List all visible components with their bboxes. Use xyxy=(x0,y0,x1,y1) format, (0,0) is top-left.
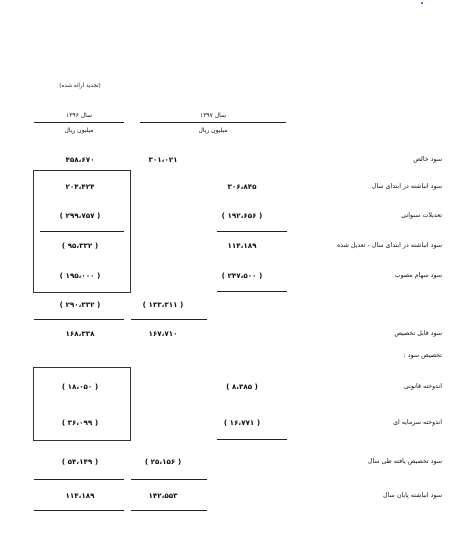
rule-adjustments-1396 xyxy=(40,231,124,232)
header-rule-1397 xyxy=(140,122,286,123)
value-legal-reserve-1397: ( ۸،۳۸۵ ) xyxy=(226,382,258,391)
value-subtotal-1397: ( ۱۳۳،۳۱۱ ) xyxy=(142,300,184,309)
value-subtotal-1396: ( ۲۹۰،۳۳۲ ) xyxy=(59,300,101,309)
value-allocated-profit-1396: ( ۵۴،۱۴۹ ) xyxy=(61,457,99,466)
value-net-profit-1396: ۴۵۸،۶۷۰ xyxy=(65,155,95,164)
header-unit-1396: میلیون ریال xyxy=(64,127,94,134)
label-legal-reserve: اندوخته قانونی xyxy=(404,383,442,390)
value-approved-dividends-1397: ( ۲۴۷،۵۰۰ ) xyxy=(221,271,263,280)
value-capital-reserve-1396: ( ۳۶،۰۹۹ ) xyxy=(61,418,99,427)
header-year-1397: سال ۱۳۹۷ xyxy=(199,112,226,119)
value-legal-reserve-1396: ( ۱۸،۰۵۰ ) xyxy=(61,382,99,391)
rule-dividends-1397 xyxy=(217,291,287,292)
value-approved-dividends-1396: ( ۱۹۵،۰۰۰ ) xyxy=(59,271,101,280)
value-net-profit-1397: ۳۰۱،۰۲۱ xyxy=(148,155,178,164)
label-approved-dividends: سود سهام مصوب xyxy=(394,272,442,279)
rule-subtotal-1397 xyxy=(131,319,207,320)
rule-end-1396 xyxy=(34,510,124,511)
value-retained-end-1396: ۱۱۴،۱۸۹ xyxy=(65,491,95,500)
label-allocation-heading: تخصیص سود : xyxy=(403,352,442,359)
restated-note: (تجدید ارائه شده) xyxy=(59,83,101,89)
value-distributable-profit-1396: ۱۶۸،۳۳۸ xyxy=(65,329,95,338)
value-retained-begin-adjusted-1397: ۱۱۴،۱۸۹ xyxy=(227,241,257,250)
header-unit-1397: میلیون ریال xyxy=(198,127,228,134)
label-distributable-profit: سود قابل تخصیص xyxy=(394,330,442,337)
label-net-profit: سود خالص xyxy=(413,156,442,163)
corner-dot xyxy=(421,2,423,4)
rule-adjustments-1397 xyxy=(217,231,287,232)
label-allocated-profit: سود تخصیص یافته طی سال xyxy=(367,458,442,465)
rule-capital-reserve-1397 xyxy=(217,439,287,440)
value-retained-begin-1396: ۲۰۴،۴۲۴ xyxy=(65,182,95,191)
label-retained-begin-adjusted: سود انباشته در ابتدای سال - تعدیل شده xyxy=(337,242,442,249)
value-annual-adjustments-1396: ( ۲۹۹،۷۵۷ ) xyxy=(59,211,101,220)
value-retained-begin-adjusted-1396: ( ۹۵،۳۳۲ ) xyxy=(61,241,99,250)
value-capital-reserve-1397: ( ۱۶،۷۷۱ ) xyxy=(223,418,261,427)
label-retained-begin: سود انباشته در ابتدای سال xyxy=(371,183,442,190)
value-distributable-profit-1397: ۱۶۷،۷۱۰ xyxy=(148,329,178,338)
box-1396-reserves-block xyxy=(33,367,131,441)
rule-allocated-1397 xyxy=(131,479,207,480)
value-retained-end-1397: ۱۴۲،۵۵۳ xyxy=(148,491,178,500)
header-rule-1396 xyxy=(34,122,124,123)
rule-end-1397 xyxy=(131,510,207,511)
value-annual-adjustments-1397: ( ۱۹۲،۶۵۶ ) xyxy=(221,211,263,220)
header-year-1396: سال ۱۳۹۶ xyxy=(65,112,92,119)
label-annual-adjustments: تعدیلات سنواتی xyxy=(401,212,442,219)
value-retained-begin-1397: ۳۰۶،۸۴۵ xyxy=(227,182,257,191)
value-allocated-profit-1397: ( ۲۵،۱۵۶ ) xyxy=(144,457,182,466)
label-retained-end: سود انباشته پایان سال xyxy=(383,492,442,499)
rule-allocated-1396 xyxy=(34,479,124,480)
label-capital-reserve: اندوخته سرمایه ای xyxy=(393,419,442,426)
rule-subtotal-1396 xyxy=(34,319,124,320)
